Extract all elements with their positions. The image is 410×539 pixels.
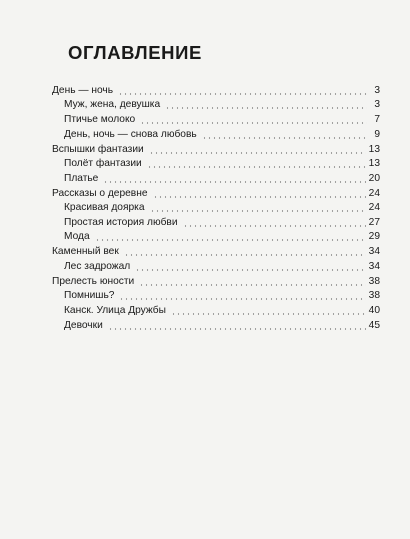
dot-leader (108, 328, 366, 330)
toc-entry-kamennyy-vek[interactable] (52, 243, 380, 258)
toc-entry-page: 38 (368, 290, 380, 302)
dot-leader (147, 166, 366, 168)
dot-leader (202, 137, 367, 139)
toc-entry-page: 13 (368, 143, 380, 155)
toc-entry-rasskazy-o-derevne[interactable] (52, 185, 380, 200)
toc-entry-krasivaya-doyarka[interactable] (52, 200, 380, 215)
toc-entry-label: Муж, жена, девушка (64, 99, 161, 111)
toc-entry-label: Вспышки фантазии (52, 143, 144, 155)
toc-entry-label: День, ночь — снова любовь (64, 128, 197, 140)
toc-entry-label: Простая история любви (64, 216, 178, 228)
dot-leader (165, 107, 367, 109)
toc-entry-kansk-ulitsa-druzhby[interactable] (52, 302, 380, 317)
toc-entry-label: Полёт фантазии (64, 158, 142, 170)
dot-leader (171, 313, 366, 315)
toc-entry-page: 9 (374, 128, 380, 140)
toc-entry-label: Каменный век (52, 246, 119, 258)
toc-entry-muzh-zhena-devushka[interactable] (52, 97, 380, 112)
toc-entry-label: Платье (64, 172, 99, 184)
toc-entry-label: Лес задрожал (64, 260, 131, 272)
toc-entry-den-noch[interactable] (52, 82, 380, 97)
page-title: ОГЛАВЛЕНИЕ (68, 42, 202, 63)
dot-leader (103, 181, 365, 183)
dot-leader (119, 298, 365, 300)
toc-entry-vspyshki-fantazii[interactable] (52, 141, 380, 156)
toc-entry-den-noch-snova-lyubov[interactable] (52, 126, 380, 141)
toc-entry-label: Птичье молоко (64, 114, 136, 126)
dot-leader (153, 196, 366, 198)
toc-entry-page: 7 (374, 114, 380, 126)
toc-entry-devochki[interactable] (52, 317, 380, 332)
toc-entry-page: 24 (368, 202, 380, 214)
toc-entry-page: 45 (368, 319, 380, 331)
toc-entry-page: 3 (374, 99, 380, 111)
toc-entry-page: 27 (368, 216, 380, 228)
toc-entry-platye[interactable] (52, 170, 380, 185)
toc-entry-page: 20 (368, 172, 380, 184)
toc-entry-moda[interactable] (52, 229, 380, 244)
toc-entry-page: 34 (368, 246, 380, 258)
dot-leader (149, 152, 366, 154)
toc-entry-page: 24 (368, 187, 380, 199)
toc-entry-ptichye-moloko[interactable] (52, 111, 380, 126)
toc-entry-prelest-yunosti[interactable] (52, 273, 380, 288)
toc-entry-les-zadrozhal[interactable] (52, 258, 380, 273)
toc-entry-label: Помнишь? (64, 290, 115, 302)
toc-entry-page: 34 (368, 260, 380, 272)
toc-entry-prostaya-istoriya-lyubvi[interactable] (52, 214, 380, 229)
dot-leader (95, 239, 366, 241)
toc-entry-label: Мода (64, 231, 90, 243)
table-of-contents (52, 82, 380, 332)
toc-entry-label: Канск. Улица Дружбы (64, 304, 166, 316)
toc-entry-polyot-fantazii[interactable] (52, 156, 380, 171)
dot-leader (183, 225, 366, 227)
dot-leader (118, 93, 367, 95)
dot-leader (150, 210, 366, 212)
dot-leader (139, 284, 365, 286)
toc-entry-page: 3 (374, 84, 380, 96)
toc-entry-pomnish[interactable] (52, 288, 380, 303)
dot-leader (135, 269, 365, 271)
toc-entry-page: 38 (368, 275, 380, 287)
toc-entry-page: 40 (368, 304, 380, 316)
toc-entry-page: 29 (368, 231, 380, 243)
toc-entry-label: Девочки (64, 319, 103, 331)
toc-entry-label: Прелесть юности (52, 275, 135, 287)
toc-entry-label: День — ночь (52, 84, 114, 96)
toc-entry-label: Рассказы о деревне (52, 187, 148, 199)
toc-entry-page: 13 (368, 158, 380, 170)
toc-entry-label: Красивая доярка (64, 202, 145, 214)
dot-leader (124, 254, 366, 256)
dot-leader (140, 122, 367, 124)
